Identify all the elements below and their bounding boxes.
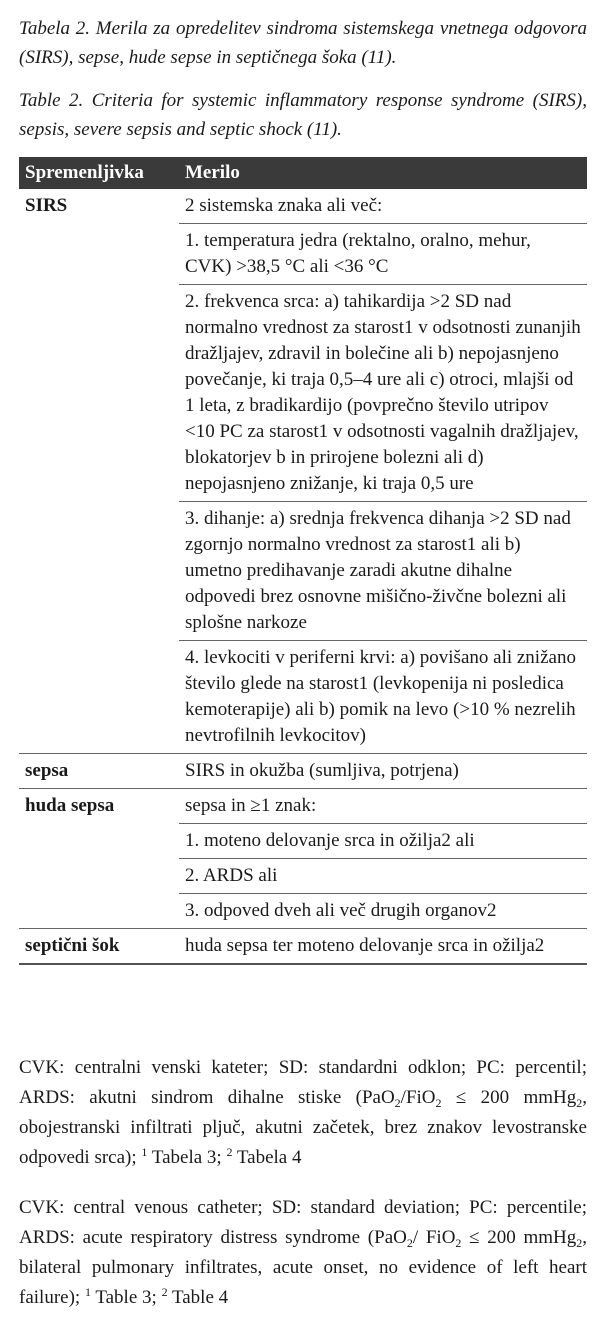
footnote-text: ≤ 200 mmHg: [441, 1087, 577, 1108]
table-caption-slovenian: Tabela 2. Merila za opredelitev sindroma sistemskega vnetnega odgovora (SIRS), sepse, hude sepse in septičnega šoka (11).: [19, 18, 587, 68]
footnote-text: Table 3;: [90, 1287, 162, 1308]
variable-sirs: SIRS: [25, 195, 68, 216]
subscript: 2: [406, 1236, 413, 1250]
table-caption-english: Table 2. Criteria for systemic inflammatory response syndrome (SIRS), sepsis, severe sepsis and septic shock (11).: [19, 90, 587, 140]
criterion-cell: SIRS in okužba (sumljiva, potrjena): [179, 754, 587, 789]
table-row: [19, 929, 587, 965]
footnote-slovenian: [19, 1053, 587, 1173]
criterion-cell: huda sepsa ter moteno delovanje srca in ožilja2: [179, 929, 587, 965]
variable-septicni-sok: septični šok: [19, 929, 179, 965]
criterion-cell: 2 sistemska znaka ali več:: [185, 195, 383, 216]
table-row: [19, 754, 587, 789]
criterion-cell: 3. dihanje: a) srednja frekvenca dihanja >2 SD nad zgornjo normalno vrednost za starost1 ali b) umetno predihavanje zaradi akutne dihalne odpovedi brez osnovne mišično-živčne bolezni ali splošne narkoze: [179, 502, 587, 641]
table-header-row: [19, 157, 587, 189]
criterion-cell: 3. odpoved dveh ali več drugih organov2: [179, 894, 587, 929]
subscript: 2: [576, 1096, 583, 1110]
criterion-cell: 2. ARDS ali: [179, 859, 587, 894]
subscript: 2: [394, 1096, 401, 1110]
criterion-cell: 1. moteno delovanje srca in ožilja2 ali: [179, 824, 587, 859]
footnote-text: , bilateral pulmonary infiltrates, acute onset, no evidence of left heart failure);: [19, 1227, 587, 1308]
footnote-text: CVK: centralni venski kateter; SD: standardni odklon; PC: percentil; ARDS: akutni sindrom dihalne stiske (PaO: [19, 1057, 587, 1108]
subscript: 2: [576, 1236, 583, 1250]
superscript: 2: [161, 1285, 168, 1299]
superscript: 1: [84, 1285, 91, 1299]
criterion-cell: 2. frekvenca srca: a) tahikardija >2 SD nad normalno vrednost za starost1 v odsotnosti zunanjih dražljajev, zdravil in bolečine ali b) nepojasnjeno povečanje, ki traja 0,5–4 ure ali c) otroci, mlajši od 1 leta, z bradikardijo (povprečno število utripov <10 PC za starost1 v odsotnosti vagalnih dražljajev, blokatorjev b in prirojene bolezni ali d) nepojasnjeno znižanje, ki traja 0,5 ure: [179, 285, 587, 502]
variable-huda-sepsa: huda sepsa: [19, 789, 179, 929]
superscript: 1: [141, 1145, 148, 1159]
footnote-text: / FiO: [412, 1227, 456, 1248]
footnote-text: ≤ 200 mmHg: [461, 1227, 577, 1248]
subscript: 2: [455, 1236, 462, 1250]
table-row: [19, 789, 587, 824]
subscript: 2: [435, 1096, 442, 1110]
footnote-english: [19, 1193, 587, 1313]
header-criterion: Merilo: [179, 157, 587, 189]
footnote-text: Table 4: [167, 1287, 229, 1308]
variable-sepsa: sepsa: [19, 754, 179, 789]
footnote-text: Tabela 3;: [147, 1147, 227, 1168]
footnote-text: Tabela 4: [232, 1147, 302, 1168]
criterion-cell: 4. levkociti v periferni krvi: a) povišano ali znižano število glede na starost1 (levkopenija ni posledica kemoterapije) ali b) pomik na levo (>10 % nezrelih nevtrofilnih levkocitov): [179, 641, 587, 754]
footnote-text: , obojestranski infiltrati pljuč, akutni začetek, brez znakov levostranske odpovedi srca);: [19, 1087, 587, 1168]
criterion-cell: 1. temperatura jedra (rektalno, oralno, mehur, CVK) >38,5 °C ali <36 °C: [179, 224, 587, 285]
criterion-cell: sepsa in ≥1 znak:: [179, 789, 587, 824]
footnote-text: CVK: central venous catheter; SD: standard deviation; PC: percentile; ARDS: acute respiratory distress syndrome (PaO: [19, 1197, 587, 1248]
header-variable: Spremenljivka: [19, 157, 179, 189]
table-row: [19, 189, 587, 224]
criteria-table: [19, 157, 587, 965]
superscript: 2: [226, 1145, 233, 1159]
footnote-text: /FiO: [400, 1087, 436, 1108]
